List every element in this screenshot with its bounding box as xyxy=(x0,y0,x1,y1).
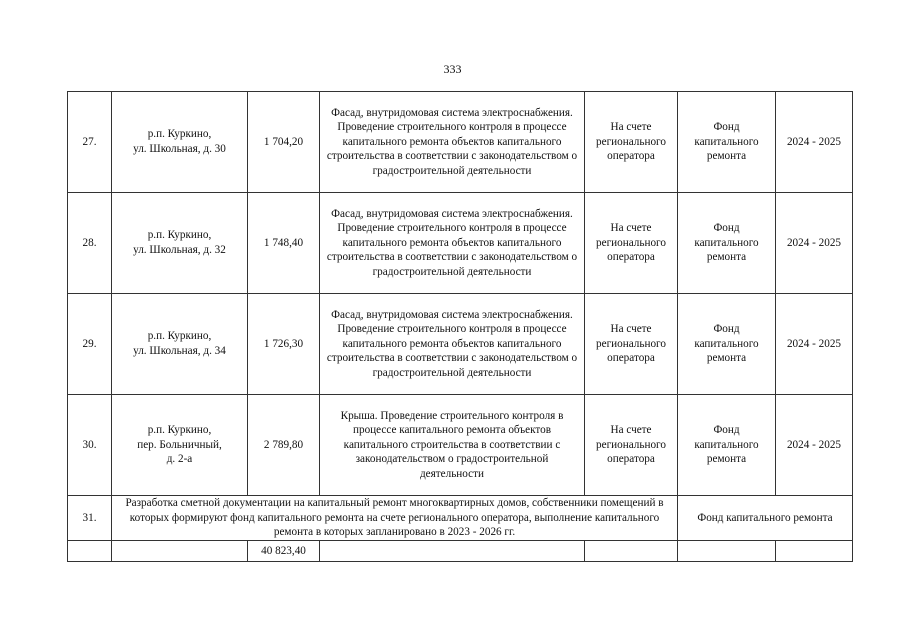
fund-cell: Фонд капитального ремонта xyxy=(678,92,776,193)
address-cell xyxy=(112,395,248,496)
table-row xyxy=(68,496,853,541)
empty-cell xyxy=(68,541,112,562)
row-number: 28. xyxy=(68,193,112,294)
area-cell: 1 726,30 xyxy=(248,294,320,395)
address-line: д. 2-а xyxy=(166,453,193,466)
empty-cell xyxy=(678,541,776,562)
table-row xyxy=(68,294,853,395)
table-row xyxy=(68,92,853,193)
address-line: ул. Школьная, д. 30 xyxy=(133,143,226,155)
area-cell: 2 789,80 xyxy=(248,395,320,496)
fund-cell: Фонд капитального ремонта xyxy=(678,294,776,395)
account-cell: На счете регионального оператора xyxy=(585,92,678,193)
account-cell: На счете регионального оператора xyxy=(585,294,678,395)
period-cell: 2024 - 2025 xyxy=(776,294,853,395)
fund-cell: Фонд капитального ремонта xyxy=(678,395,776,496)
estimate-description: Разработка сметной документации на капитальный ремонт многоквартирных домов, собственники помещений в которых формируют фонд капитального ремонта на счете регионального оператора, выполнение капитального ремонта в которых запланировано в 2023 - 2026 гг. xyxy=(112,496,678,541)
address-line: р.п. Куркино, xyxy=(147,229,212,242)
row-number: 27. xyxy=(68,92,112,193)
capital-repair-table xyxy=(67,91,853,562)
address-line: ул. Школьная, д. 34 xyxy=(133,345,226,357)
account-cell: На счете регионального оператора xyxy=(585,193,678,294)
address-line: пер. Больничный, xyxy=(137,438,222,451)
row-number: 30. xyxy=(68,395,112,496)
address-cell xyxy=(112,92,248,193)
account-cell: На счете регионального оператора xyxy=(585,395,678,496)
address-cell xyxy=(112,193,248,294)
total-area: 40 823,40 xyxy=(248,541,320,562)
period-cell: 2024 - 2025 xyxy=(776,193,853,294)
area-cell: 1 704,20 xyxy=(248,92,320,193)
empty-cell xyxy=(776,541,853,562)
total-row xyxy=(68,541,853,562)
address-line: р.п. Куркино, xyxy=(147,330,212,343)
area-cell: 1 748,40 xyxy=(248,193,320,294)
period-cell: 2024 - 2025 xyxy=(776,395,853,496)
work-description: Крыша. Проведение строительного контроля в процессе капитального ремонта объектов капитального строительства в соответствии с законодательством о градостроительной деятельности xyxy=(320,395,585,496)
address-line: ул. Школьная, д. 32 xyxy=(133,244,226,256)
table-row xyxy=(68,395,853,496)
period-cell: 2024 - 2025 xyxy=(776,92,853,193)
work-description: Фасад, внутридомовая система электроснабжения. Проведение строительного контроля в процессе капитального ремонта объектов капитального строительства в соответствии с законодательством о градостроительной деятельности xyxy=(320,92,585,193)
row-number: 31. xyxy=(68,496,112,541)
work-description: Фасад, внутридомовая система электроснабжения. Проведение строительного контроля в процессе капитального ремонта объектов капитального строительства в соответствии с законодательством о градостроительной деятельности xyxy=(320,294,585,395)
empty-cell xyxy=(320,541,585,562)
fund-cell: Фонд капитального ремонта xyxy=(678,496,853,541)
empty-cell xyxy=(585,541,678,562)
address-line: р.п. Куркино, xyxy=(147,128,212,141)
address-cell xyxy=(112,294,248,395)
row-number: 29. xyxy=(68,294,112,395)
address-line: р.п. Куркино, xyxy=(147,424,212,437)
empty-cell xyxy=(112,541,248,562)
work-description: Фасад, внутридомовая система электроснабжения. Проведение строительного контроля в процессе капитального ремонта объектов капитального строительства в соответствии с законодательством о градостроительной деятельности xyxy=(320,193,585,294)
page-number: 333 xyxy=(443,62,462,76)
table-row xyxy=(68,193,853,294)
fund-cell: Фонд капитального ремонта xyxy=(678,193,776,294)
